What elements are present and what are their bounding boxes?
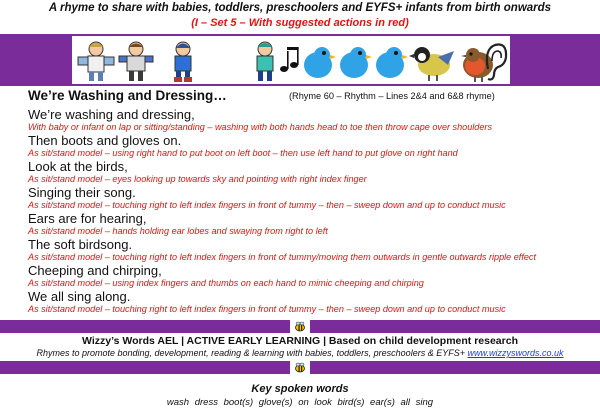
divider-bar-top <box>0 320 600 333</box>
rhyme-line <box>28 186 598 211</box>
action-text: As sit/stand model – touching right to left index fingers in front of tummy/moving them outwards in gentle outwards ripple effect <box>28 252 536 262</box>
rhyme-line <box>28 160 598 185</box>
rhyme-line <box>28 212 598 237</box>
verse-line: Look at the birds, <box>28 159 128 174</box>
rhyme-line <box>28 108 598 133</box>
action-text: As sit/stand model – hands holding ear lobes and swaying from right to left <box>28 226 328 236</box>
key-words-title: Key spoken words <box>251 383 349 395</box>
verse-line: Then boots and gloves on. <box>28 133 182 148</box>
action-text: As sit/stand model – eyes looking up towards sky and pointing with right index finger <box>28 174 367 184</box>
bee-icon <box>294 321 306 332</box>
rhyme-meta: (Rhyme 60 – Rhythm – Lines 2&4 and 6&8 rhyme) <box>289 91 495 101</box>
action-text: As sit/stand model – using index fingers and thumbs on each hand to mimic cheeping and chirping <box>28 278 424 288</box>
header-subtitle: (I – Set 5 – With suggested actions in red) <box>191 17 409 29</box>
verse-line: Cheeping and chirping, <box>28 263 162 278</box>
rhyme-line <box>28 134 598 159</box>
music-notes-icon <box>278 39 300 79</box>
verse-line: We’re washing and dressing, <box>28 107 195 122</box>
header-title: A rhyme to share with babies, toddlers, preschoolers and EYFS+ infants from birth onwards <box>48 2 552 14</box>
action-text: As sit/stand model – using right hand to put boot on left boot – then use left hand to put glove on right hand <box>28 148 458 158</box>
action-text: With baby or infant on lap or sitting/standing – washing with both hands head to toe then throw cape over shoulders <box>28 122 492 132</box>
verse-line: Singing their song. <box>28 185 136 200</box>
picture-band <box>0 34 600 86</box>
rhyme-line <box>28 290 598 315</box>
footer-brand-line: Wizzy’s Words AEL | ACTIVE EARLY LEARNING | Based on child development research <box>82 335 518 347</box>
bluebird-icon <box>334 39 374 83</box>
rhyme-line <box>28 238 598 263</box>
verse-line: We all sing along. <box>28 289 131 304</box>
verse-line: The soft birdsong. <box>28 237 133 252</box>
verse-line: Ears are for hearing, <box>28 211 147 226</box>
footer-tagline-text: Rhymes to promote bonding, development, reading & learning with babies, toddlers, preschoolers & EYFS+ <box>36 348 465 358</box>
divider-bar-bottom <box>0 361 600 374</box>
key-words-list: wash dress boot(s) glove(s) on look bird(s) ear(s) all sing <box>166 397 434 408</box>
looking-up-child-icon <box>250 39 280 83</box>
rhyme-line <box>28 264 598 289</box>
washing-child-icon <box>76 39 116 83</box>
boots-gloves-child-icon <box>168 39 198 83</box>
website-link[interactable]: www.wizzyswords.co.uk <box>467 348 564 358</box>
rhyme-title: We’re Washing and Dressing… <box>28 88 227 103</box>
bluebird-icon <box>370 39 410 83</box>
dressing-child-icon <box>116 39 156 83</box>
rhyme-lines <box>28 108 598 316</box>
action-text: As sit/stand model – touching right to left index fingers in front of tummy – then – sweep down and up to conduct music <box>28 200 506 210</box>
action-text: As sit/stand model – touching right to left index fingers in front of tummy – then – sweep down and up to conduct music <box>28 304 506 314</box>
picture-strip <box>72 36 510 84</box>
ear-icon <box>480 39 510 83</box>
bluebird-icon <box>298 39 338 83</box>
bird-icon <box>408 39 456 83</box>
bee-icon <box>294 362 306 373</box>
footer-tagline <box>0 348 600 358</box>
